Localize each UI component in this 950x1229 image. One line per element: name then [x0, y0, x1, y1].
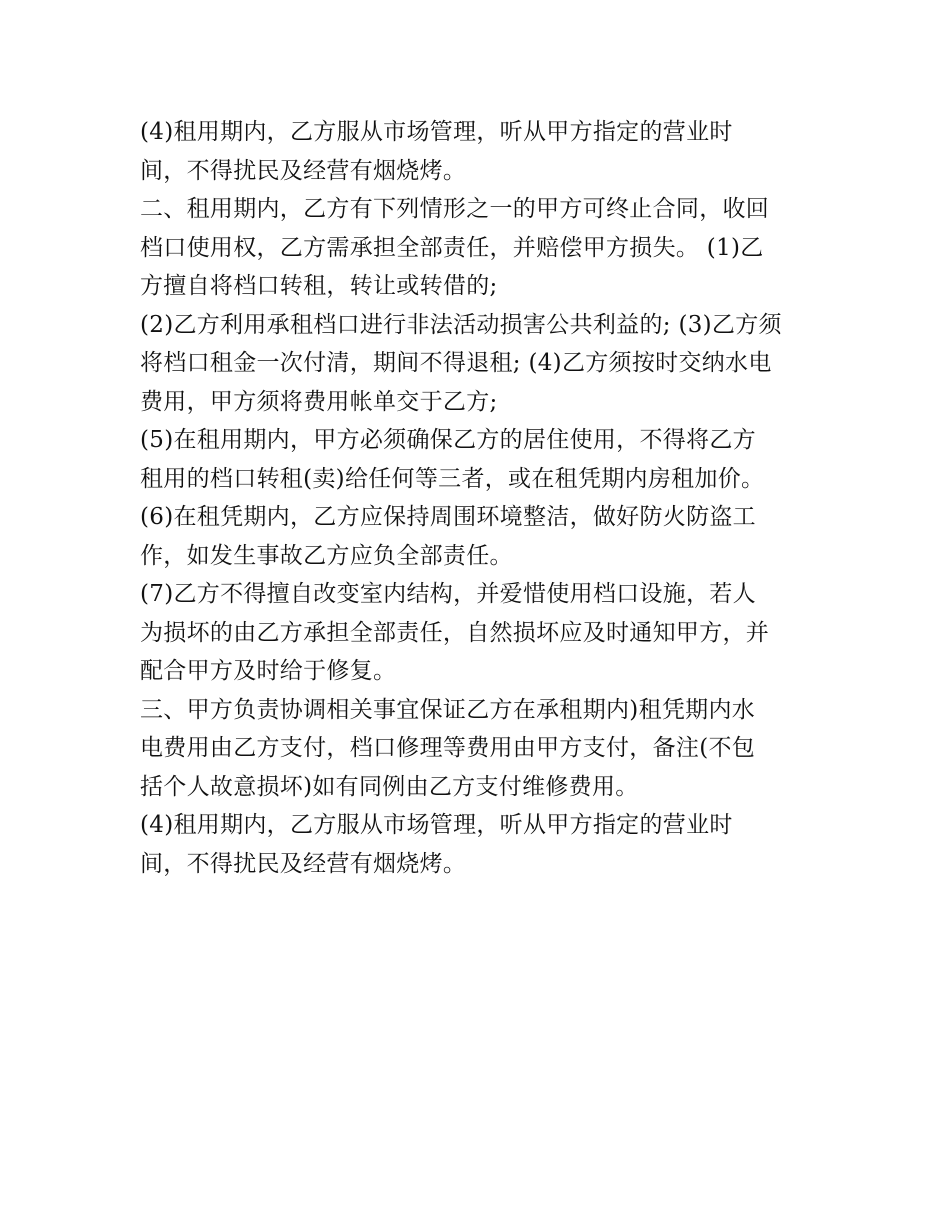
text-line: 间，不得扰民及经营有烟烧烤。 [140, 850, 467, 877]
text-line: (6)在租凭期内，乙方应保持周围环境整洁，做好防火防盗工 [140, 504, 756, 530]
text-line: (2)乙方利用承租档口进行非法活动损害公共利益的; (3)乙方须 [140, 311, 782, 338]
text-line: 二、租用期内，乙方有下列情形之一的甲方可终止合同，收回 [140, 196, 770, 222]
text-line: 三、甲方负责协调相关事宜保证乙方在承租期内)租凭期内水 [140, 696, 756, 723]
text-line: 租用的档口转租(卖)给任何等三者，或在租凭期内房租加价。 [140, 465, 765, 492]
text-line: 档口使用权，乙方需承担全部责任，并赔偿甲方损失。 (1)乙 [140, 234, 764, 261]
text-line: (7)乙方不得擅自改变室内结构，并爱惜使用档口设施，若人 [140, 581, 756, 607]
text-line: 为损坏的由乙方承担全部责任，自然损坏应及时通知甲方，并 [140, 619, 770, 646]
document-body [140, 113, 840, 883]
text-line: 电费用由乙方支付，档口修理等费用由甲方支付，备注(不包 [140, 735, 756, 761]
text-line: 间，不得扰民及经营有烟烧烤。 [140, 157, 467, 184]
text-line: 配合甲方及时给于修复。 [140, 658, 397, 684]
text-line: 括个人故意损坏)如有同例由乙方支付维修费用。 [140, 773, 639, 800]
text-line: 方擅自将档口转租，转让或转借的; [140, 273, 498, 299]
text-line: (4)租用期内，乙方服从市场管理，听从甲方指定的营业时 [140, 119, 733, 145]
text-line: (5)在租用期内，甲方必须确保乙方的居住使用，不得将乙方 [140, 427, 756, 453]
text-line: (4)租用期内，乙方服从市场管理，听从甲方指定的营业时 [140, 812, 733, 838]
text-line: 费用，甲方须将费用帐单交于乙方; [140, 388, 498, 415]
text-line: 作，如发生事故乙方应负全部责任。 [140, 542, 513, 569]
text-line: 将档口租金一次付清，期间不得退租; (4)乙方须按时交纳水电 [140, 350, 772, 376]
